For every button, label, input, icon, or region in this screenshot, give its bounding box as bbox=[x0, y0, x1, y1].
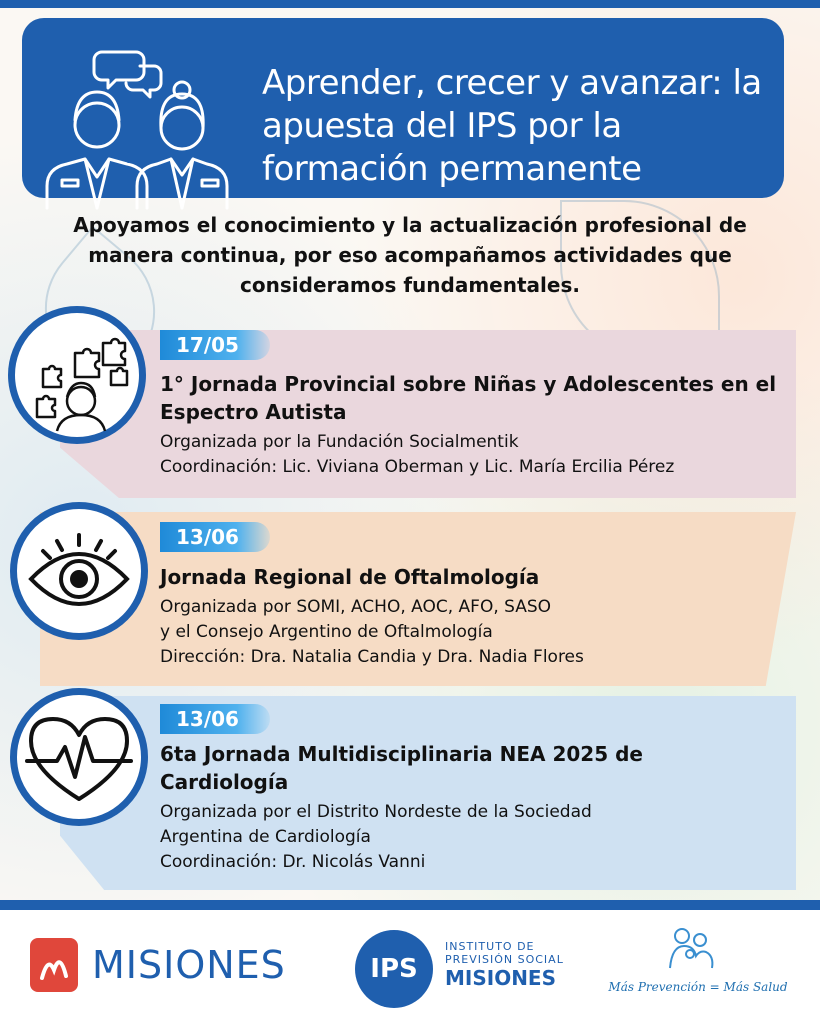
heart-pulse-icon bbox=[17, 695, 141, 819]
event-icon-circle bbox=[10, 502, 148, 640]
ips-logo-line: MISIONES bbox=[445, 966, 556, 990]
misiones-logo-mark bbox=[30, 938, 78, 992]
event-organizer: Organizada por SOMI, ACHO, AOC, AFO, SASO bbox=[160, 597, 552, 617]
event-details bbox=[160, 740, 780, 875]
event-details bbox=[160, 370, 780, 480]
event-organizer: Organizada por el Distrito Nordeste de la Sociedad bbox=[160, 802, 592, 822]
event-title: 1° Jornada Provincial sobre Niñas y Adolescentes en el Espectro Autista bbox=[160, 372, 777, 424]
event-date-badge: 13/06 bbox=[160, 522, 270, 552]
ips-logo-line: INSTITUTO DE bbox=[445, 940, 535, 953]
event-icon-circle bbox=[8, 306, 146, 444]
family-icon bbox=[660, 924, 720, 970]
ips-logo-text bbox=[445, 940, 564, 990]
slogan: Más Prevención = Más Salud bbox=[608, 980, 788, 994]
event-icon-circle bbox=[10, 688, 148, 826]
page-title: Aprender, crecer y avanzar: la apuesta del IPS por la formación permanente bbox=[262, 63, 762, 189]
ips-logo-mark: IPS bbox=[355, 930, 433, 1008]
ips-logo-line: PREVISIÓN SOCIAL bbox=[445, 953, 564, 966]
event-date-badge: 13/06 bbox=[160, 704, 270, 734]
footer bbox=[0, 910, 820, 1024]
intro-text: Apoyamos el conocimiento y la actualización profesional de manera continua, por eso acompañamos actividades que consideramos fundamentales. bbox=[73, 213, 747, 297]
event-date-badge: 17/05 bbox=[160, 330, 270, 360]
event-organizer-continued: Argentina de Cardiología bbox=[160, 827, 371, 847]
header-banner bbox=[22, 18, 784, 198]
event-organizer: Organizada por la Fundación Socialmentik bbox=[160, 432, 519, 452]
event-title: Jornada Regional de Oftalmología bbox=[160, 565, 540, 589]
event-coordination: Coordinación: Dr. Nicolás Vanni bbox=[160, 852, 426, 872]
event-organizer-continued: y el Consejo Argentino de Oftalmología bbox=[160, 622, 493, 642]
event-direction: Dirección: Dra. Natalia Candia y Dra. Nadia Flores bbox=[160, 647, 584, 667]
misiones-logo-text: MISIONES bbox=[92, 943, 286, 987]
doctors-icon bbox=[42, 40, 242, 210]
top-stripe bbox=[0, 0, 820, 8]
m-glyph-icon bbox=[30, 938, 78, 992]
event-coordination: Coordinación: Lic. Viviana Oberman y Lic. María Ercilia Pérez bbox=[160, 457, 675, 477]
footer-divider bbox=[0, 900, 820, 910]
event-details bbox=[160, 563, 780, 670]
eye-icon bbox=[17, 509, 141, 633]
event-title: 6ta Jornada Multidisciplinaria NEA 2025 de Cardiología bbox=[160, 742, 643, 794]
puzzle-mind-icon bbox=[15, 313, 139, 437]
